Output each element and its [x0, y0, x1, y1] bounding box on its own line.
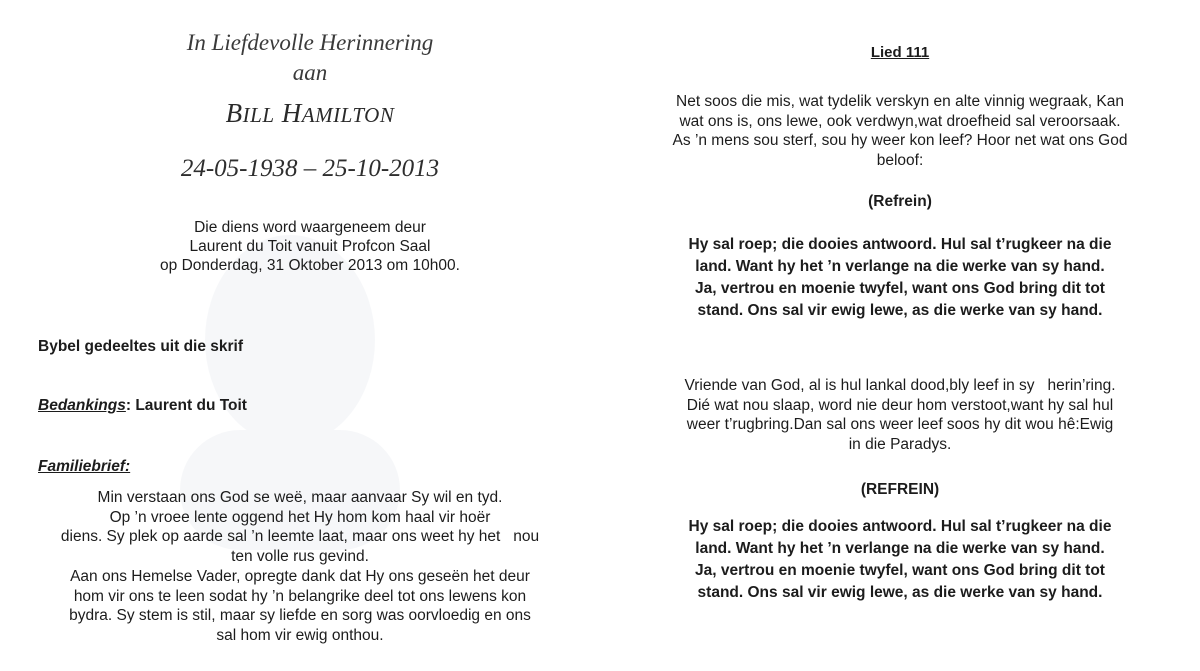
service-line: Die diens word waargeneem deur: [194, 219, 426, 236]
chorus-line: Ja, vertrou en moenie twyfel, want ons God bring dit tot: [695, 562, 1105, 579]
life-dates: 24-05-1938 – 25-10-2013: [180, 155, 440, 182]
family-letter-heading: Familiebrief:: [38, 458, 131, 475]
refrain-label: (Refrein): [868, 193, 932, 210]
letter-line: Aan ons Hemelse Vader, opregte dank dat Hy ons geseën het deur: [70, 567, 530, 585]
verse-line: Dié wat nou slaap, word nie deur hom verstoot,want hy sal hul: [686, 396, 1114, 414]
memorial-heading-aan: aan: [292, 60, 328, 85]
service-line: Laurent du Toit vanuit Profcon Saal: [189, 238, 431, 255]
deceased-name: BILL HAMILTON: [225, 98, 395, 128]
hymn-chorus-1: [600, 234, 1200, 322]
family-letter: [0, 488, 600, 646]
bible-readings-heading: Bybel gedeeltes uit die skrif: [38, 338, 244, 355]
hymn-title: Lied 111: [870, 44, 930, 61]
verse-line: wat ons is, ons lewe, ook verdwyn,wat droefheid sal veroorsaak.: [679, 112, 1121, 130]
chorus-line: Hy sal roep; die dooies antwoord. Hul sal t’rugkeer na die: [688, 236, 1112, 253]
hymn-verse-2: [600, 376, 1200, 455]
verse-line: As ’n mens sou sterf, sou hy weer kon leef? Hoor net wat ons God: [672, 132, 1128, 150]
service-line: op Donderdag, 31 Oktober 2013 om 10h00.: [160, 257, 460, 274]
thanks-line: [38, 397, 247, 415]
hymn-chorus-2: [600, 516, 1200, 604]
chorus-line: land. Want hy het ’n verlange na die werke van sy hand.: [695, 258, 1105, 275]
letter-line: bydra. Sy stem is stil, maar sy liefde en sorg was oorvloedig en ons: [69, 607, 531, 625]
thanks-value: : Laurent du Toit: [125, 397, 247, 414]
thanks-label: Bedankings: [38, 397, 126, 414]
verse-line: Net soos die mis, wat tydelik verskyn en alte vinnig wegraak, Kan: [676, 93, 1124, 110]
letter-line: Op ’n vroee lente oggend het Hy hom kom haal vir hoër: [109, 508, 491, 526]
chorus-line: Hy sal roep; die dooies antwoord. Hul sal t’rugkeer na die: [688, 518, 1112, 535]
chorus-line: stand. Ons sal vir ewig lewe, as die werke van sy hand.: [697, 584, 1103, 601]
chorus-line: land. Want hy het ’n verlange na die werke van sy hand.: [695, 540, 1105, 557]
letter-line: hom vir ons te leen sodat hy ’n belangrike deel tot ons lewens kon: [73, 587, 527, 605]
letter-line: Min verstaan ons God se weë, maar aanvaar Sy wil en tyd.: [97, 489, 503, 506]
memorial-heading: In Liefdevolle Herinnering: [186, 30, 434, 55]
letter-line: sal hom vir ewig onthou.: [216, 626, 384, 644]
refrain-label-caps: (REFREIN): [860, 481, 940, 498]
verse-line: weer t’rugbring.Dan sal ons weer leef soos hy dit wou hê:Ewig: [686, 416, 1114, 434]
letter-line: ten volle rus gevind.: [231, 548, 369, 566]
verse-line: beloof:: [876, 152, 924, 170]
letter-line: diens. Sy plek op aarde sal ’n leemte laat, maar ons weet hy het nou: [60, 528, 540, 546]
hymn-verse-1: [600, 92, 1200, 171]
verse-line: Vriende van God, al is hul lankal dood,bly leef in sy herin’ring.: [684, 377, 1116, 394]
right-page: [600, 0, 1200, 671]
service-details: [0, 218, 620, 275]
chorus-line: Ja, vertrou en moenie twyfel, want ons God bring dit tot: [695, 280, 1105, 297]
verse-line: in die Paradys.: [848, 436, 952, 454]
chorus-line: stand. Ons sal vir ewig lewe, as die werke van sy hand.: [697, 302, 1103, 319]
